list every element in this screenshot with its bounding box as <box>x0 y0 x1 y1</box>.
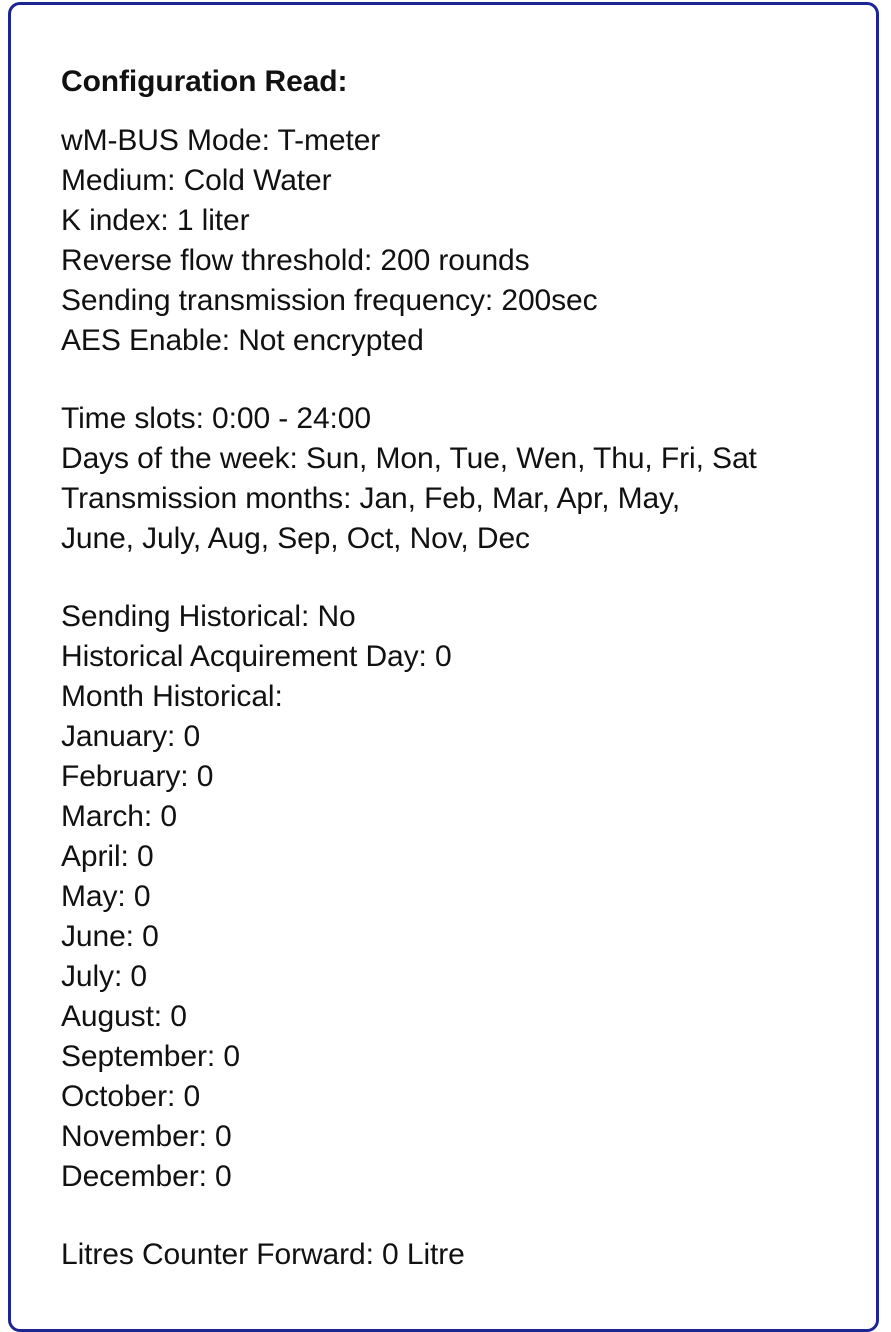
configuration-title: Configuration Read: <box>61 65 348 98</box>
transmission-frequency-line: Sending transmission frequency: 200sec <box>61 284 598 317</box>
wmbus-mode-line: wM-BUS Mode: T-meter <box>61 124 381 157</box>
month-historical-august: August: 0 <box>61 1000 187 1033</box>
month-historical-april: April: 0 <box>61 840 154 873</box>
aes-enable-line: AES Enable: Not encrypted <box>61 324 424 357</box>
section-counters <box>61 1235 861 1275</box>
section-schedule <box>61 399 861 559</box>
configuration-card <box>8 2 879 1332</box>
days-of-week-line: Days of the week: Sun, Mon, Tue, Wen, Thu, Fri, Sat <box>61 442 757 475</box>
medium-line: Medium: Cold Water <box>61 164 332 197</box>
section-historical <box>61 597 861 1197</box>
month-historical-october: October: 0 <box>61 1080 201 1113</box>
month-historical-february: February: 0 <box>61 760 214 793</box>
reverse-flow-line: Reverse flow threshold: 200 rounds <box>61 244 530 277</box>
section-spacer <box>61 559 861 597</box>
section-device-settings <box>61 121 861 361</box>
k-index-line: K index: 1 liter <box>61 204 250 237</box>
month-historical-june: June: 0 <box>61 920 159 953</box>
month-historical-heading: Month Historical: <box>61 680 283 713</box>
month-historical-march: March: 0 <box>61 800 177 833</box>
month-historical-january: January: 0 <box>61 720 201 753</box>
month-historical-september: September: 0 <box>61 1040 240 1073</box>
configuration-content <box>61 61 861 1275</box>
historical-acquirement-day-line: Historical Acquirement Day: 0 <box>61 640 452 673</box>
section-spacer <box>61 361 861 399</box>
month-historical-may: May: 0 <box>61 880 151 913</box>
time-slots-line: Time slots: 0:00 - 24:00 <box>61 402 371 435</box>
month-historical-july: July: 0 <box>61 960 148 993</box>
month-historical-december: December: 0 <box>61 1160 232 1193</box>
transmission-months-continued-line: June, July, Aug, Sep, Oct, Nov, Dec <box>61 522 530 555</box>
litres-counter-forward-line: Litres Counter Forward: 0 Litre <box>61 1238 465 1271</box>
month-historical-november: November: 0 <box>61 1120 232 1153</box>
section-spacer <box>61 1197 861 1235</box>
sending-historical-line: Sending Historical: No <box>61 600 356 633</box>
transmission-months-line: Transmission months: Jan, Feb, Mar, Apr, May, <box>61 482 681 515</box>
